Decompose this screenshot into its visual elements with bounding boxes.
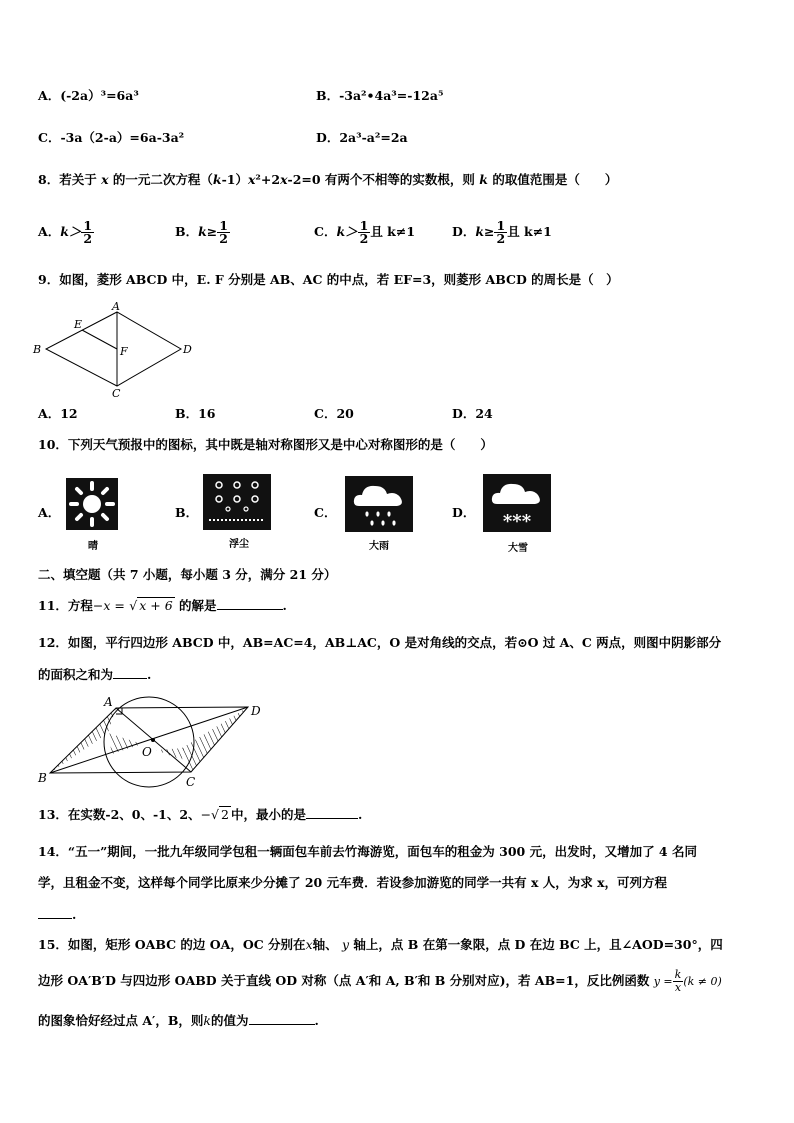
- q9-option-d: D．24: [452, 406, 493, 421]
- q9-option-b: B．16: [175, 406, 216, 421]
- q10-stem: 10．下列天气预报中的图标，其中既是轴对称图形又是中心对称图形的是（ ）: [38, 437, 493, 452]
- q15-line1: 15．如图，矩形 OABC 的边 OA，OC 分别在x轴、 y 轴上，点 B 在第一象限，点 D 在边 BC 上，且∠AOD=30°，四: [38, 937, 723, 952]
- q14-line3: .: [38, 906, 76, 923]
- fraction: $\frac{1}{2}$: [359, 218, 369, 246]
- heavy-snow-icon: [483, 474, 551, 532]
- q9-stem: 9．如图，菱形 ABCD 中，E. F 分别是 AB、AC 的中点，若 EF=3，则菱形 ABCD 的周长是（ ）: [38, 272, 619, 287]
- label-f: F: [120, 345, 128, 358]
- q14-line1: 14．“五一”期间，一批九年级同学包租一辆面包车前去竹海游览，面包车的租金为 300 元，出发时，又增加了 4 名同: [38, 844, 697, 859]
- q7-option-d: D．2a³-a²=2a: [316, 130, 408, 145]
- q9-rhombus-figure: [30, 298, 205, 398]
- label-e: E: [74, 318, 83, 331]
- q12-line2: 的面积之和为 .: [38, 667, 152, 682]
- fraction: $\frac{1}{2}$: [496, 218, 506, 246]
- q12-line1: 12．如图，平行四边形 ABCD 中，AB=AC=4，AB⊥AC，O 是对角线的交点，若⊙O 过 A、C 两点，则图中阴影部分: [38, 635, 722, 650]
- fraction: $\frac{1}{2}$: [219, 218, 228, 246]
- q15-line2: 边形 OA′B′D 与四边形 OABD 关于直线 OD 对称（点 A′和 A, B′和 B 分别对应)，若 AB=1，反比例函数 y = $\frac{k}{x}$ (k ≠ 0): [38, 968, 722, 994]
- q15-line3: 的图象恰好经过点 A′，B，则k的值为 .: [38, 1013, 319, 1028]
- caption-heavy-snow: 大雪: [508, 543, 528, 554]
- label-a: A: [112, 300, 120, 313]
- q9-option-c: C．20: [314, 406, 354, 421]
- fraction: $\frac{k}{x}$: [674, 968, 682, 994]
- q8-option-a: A．k＞ $\frac{1}{2}$: [38, 218, 93, 246]
- q8-option-b: B．k≥ $\frac{1}{2}$: [175, 218, 228, 246]
- label-c: C: [186, 775, 196, 789]
- q8-option-d: D．k≥ $\frac{1}{2}$ 且 k≠1: [452, 218, 552, 246]
- q10-label-b: B．: [175, 505, 199, 520]
- q10-label-d: D．: [452, 505, 476, 520]
- q8-option-c: C．k＞ $\frac{1}{2}$ 且 k≠1: [314, 218, 416, 246]
- label-c: C: [112, 387, 121, 398]
- label-b: B: [33, 343, 42, 356]
- heavy-rain-icon: [345, 476, 413, 532]
- caption-sunny: 晴: [88, 541, 98, 552]
- sqrt-expression: √ x + 6: [129, 598, 173, 613]
- label-d: D: [183, 343, 192, 356]
- caption-dust: 浮尘: [229, 539, 249, 550]
- label-o: O: [142, 745, 152, 759]
- q7-option-a: A．(-2a）³=6a³: [38, 88, 139, 103]
- label-b: B: [38, 771, 47, 785]
- q14-line2: 学，且租金不变，这样每个同学比原来少分摊了 20 元车费．若设参加游览的同学一共有 x 人，为求 x，可列方程: [38, 875, 668, 890]
- q8-stem: 8．若关于 x 的一元二次方程（k-1）x²+2x-2=0 有两个不相等的实数根，则 k 的取值范围是（ ）: [38, 172, 618, 187]
- q9-option-a: A．12: [38, 406, 78, 421]
- q12-parallelogram-figure: [34, 690, 274, 790]
- dust-icon: [203, 474, 271, 530]
- caption-heavy-rain: 大雨: [369, 541, 389, 552]
- snowflakes: ***: [502, 511, 532, 532]
- fraction: $\frac{1}{2}$: [83, 218, 93, 246]
- q13-line: 13．在实数-2、0、-1、2、−√ 2 中，最小的是 .: [38, 807, 363, 822]
- q10-label-c: C．: [314, 505, 337, 520]
- q7-option-c: C．-3a（2-a）=6a-3a²: [38, 130, 185, 145]
- label-a: A: [104, 695, 113, 709]
- section-heading: 二、填空题（共 7 小题，每小题 3 分，满分 21 分）: [38, 567, 337, 582]
- q7-option-b: B．-3a²•4a³=-12a⁵: [316, 88, 444, 103]
- label-d: D: [251, 704, 261, 718]
- sqrt-expression: √ 2: [211, 807, 229, 822]
- sunny-icon: [66, 478, 118, 530]
- q11-line: 11．方程−x = √ x + 6 的解是 .: [38, 598, 287, 613]
- q10-label-a: A．: [38, 505, 61, 520]
